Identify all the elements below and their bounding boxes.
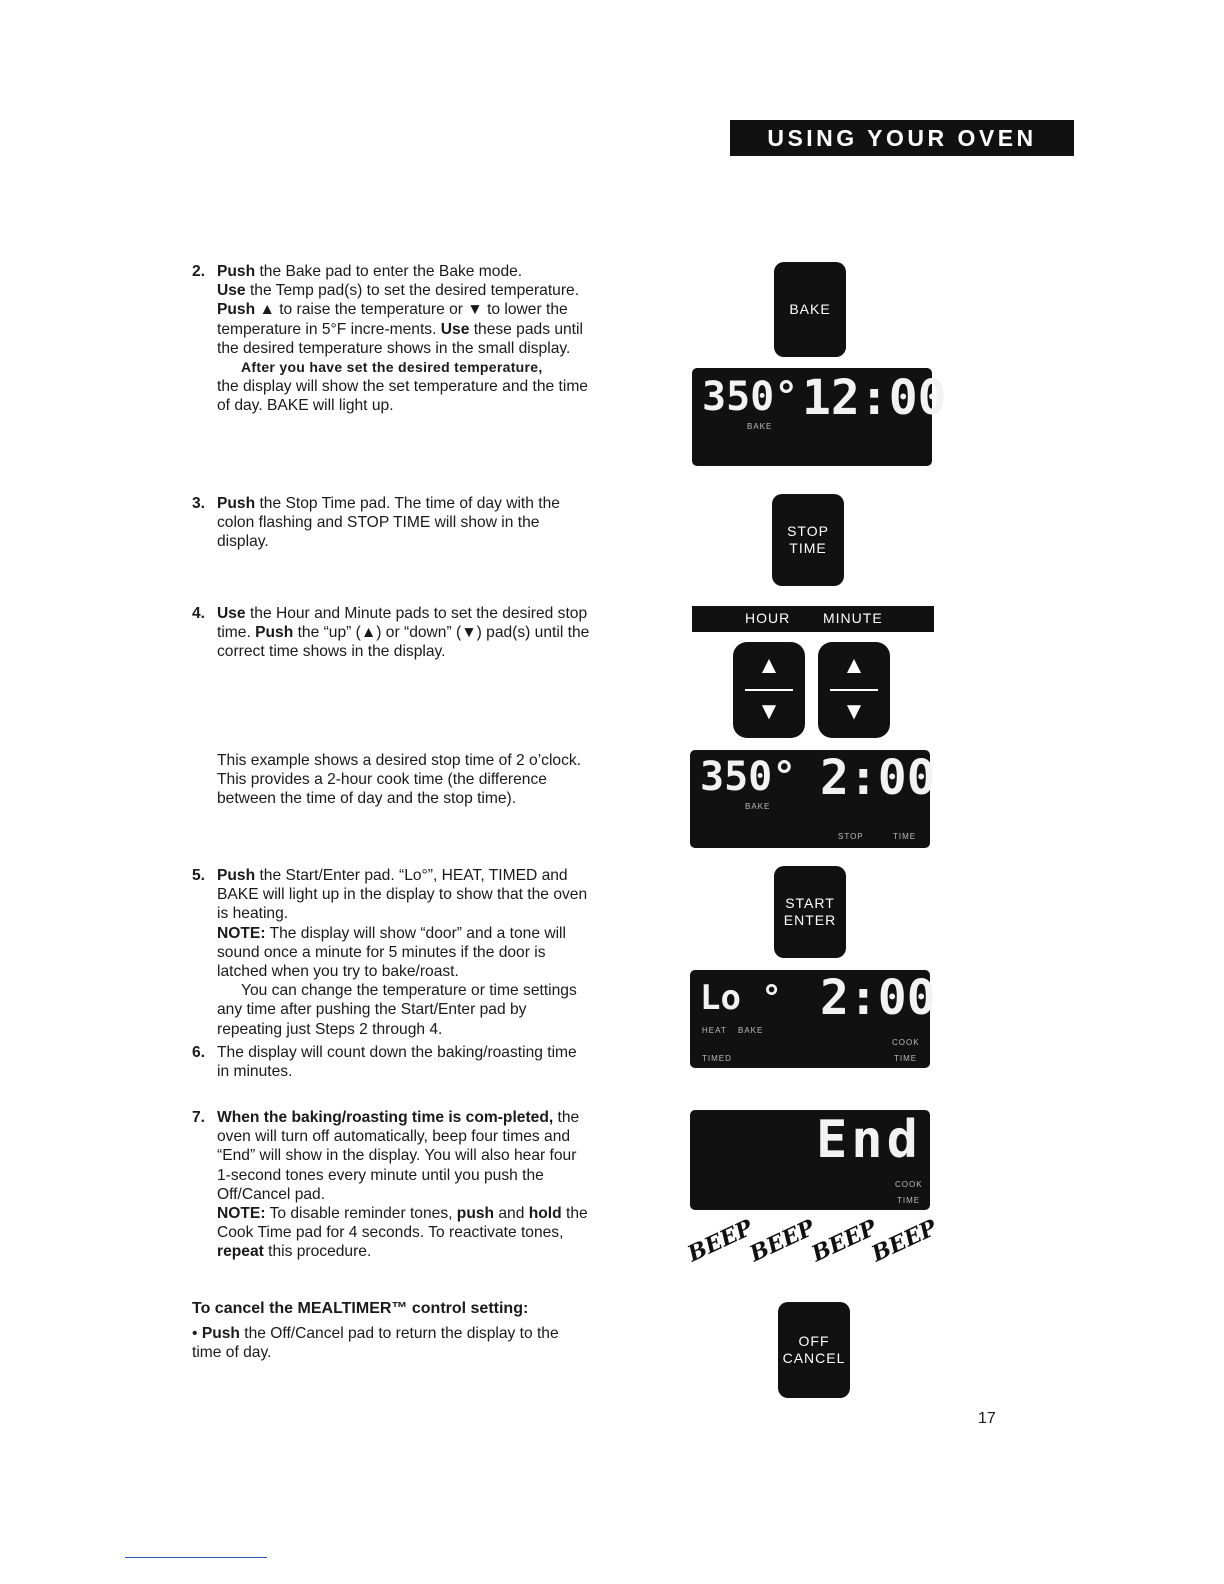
divider <box>830 689 878 691</box>
emphasis: Push <box>217 867 256 884</box>
footer-divider <box>125 1557 267 1558</box>
emphasis: When the baking/roasting time is com-pleted, <box>217 1109 554 1126</box>
text: the Start/Enter pad. “Lo°”, HEAT, TIMED and BAKE will light up in the display to show that the oven is heating. <box>217 867 588 923</box>
emphasis: Use <box>440 320 470 338</box>
text: the Temp pad(s) to set the desired temperature. <box>245 282 580 300</box>
display-3 <box>690 970 936 1068</box>
note-label: NOTE: <box>217 924 266 942</box>
pad-label: OFF <box>798 1333 830 1349</box>
hour-label: HOUR <box>745 610 791 626</box>
bake-indicator: BAKE <box>745 802 771 811</box>
beep-text: BEEP <box>745 1214 819 1268</box>
bake-pad[interactable] <box>774 262 846 357</box>
pad-label: CANCEL <box>782 1350 846 1366</box>
text: ▲ to raise the temperature or ▼ to lower the temperature in 5°F incre-ments. <box>217 301 568 338</box>
text: the oven will turn off automatically, beep four times and “End” will show in the display. You will also hear four 1-second tones every minute until you push the Off/Cancel pad. <box>217 1109 580 1203</box>
display-1 <box>692 368 947 466</box>
step-number: 5. <box>192 867 206 884</box>
pad-label: STOP <box>787 523 829 539</box>
step-2 <box>192 262 592 416</box>
step-number: 6. <box>192 1044 206 1061</box>
step-6 <box>192 1043 592 1081</box>
text: You can change the temperature or time settings any time after pushing the Start/Enter pad by repeating just Steps 2 through 4. <box>217 982 577 1038</box>
time-indicator: TIME <box>893 832 917 841</box>
example-paragraph <box>192 751 592 809</box>
cancel-instruction <box>192 1324 592 1362</box>
temperature-readout: 350° <box>702 374 799 420</box>
arrow-down-icon[interactable]: ▼ <box>842 698 866 725</box>
display-2 <box>690 750 936 848</box>
text: the Hour and Minute pads to set the desired stop time. <box>217 605 588 642</box>
bake-indicator: BAKE <box>747 422 773 431</box>
off-cancel-pad[interactable] <box>778 1302 850 1398</box>
beep-text: BEEP <box>807 1214 881 1268</box>
text: This example shows a desired stop time of 2 o’clock. This provides a 2-hour cook time (the difference between the time of day and the stop time). <box>217 752 582 808</box>
text: this procedure. <box>263 1243 372 1261</box>
timed-indicator: TIMED <box>702 1054 732 1063</box>
minute-pad[interactable] <box>818 642 890 738</box>
step-number: 7. <box>192 1109 206 1126</box>
text: the Stop Time pad. The time of day with the colon flashing and STOP TIME will show in the display. <box>217 495 560 551</box>
pad-label: BAKE <box>789 301 831 317</box>
cook-indicator: COOK <box>892 1038 920 1047</box>
emphasis: repeat <box>217 1243 264 1261</box>
note-label: NOTE: <box>217 1205 266 1223</box>
minute-label: MINUTE <box>823 610 883 626</box>
time-readout: 12:00 <box>802 370 947 426</box>
beep-text: BEEP <box>683 1214 757 1268</box>
time-readout: 2:00 <box>820 750 936 806</box>
text: the Bake pad to enter the Bake mode. <box>255 263 523 280</box>
divider <box>745 689 793 691</box>
end-readout: End <box>816 1110 922 1170</box>
hour-pad[interactable] <box>733 642 805 738</box>
step-number: 2. <box>192 263 206 280</box>
emphasis: Push <box>201 1325 240 1342</box>
arrow-up-icon[interactable]: ▲ <box>842 652 866 679</box>
text: After you have set the desired temperature, <box>241 359 543 376</box>
cancel-heading: To cancel the MEALTIMER™ control setting: <box>192 1300 529 1317</box>
step-7 <box>192 1108 592 1262</box>
page-number: 17 <box>978 1410 996 1427</box>
display-4 <box>690 1110 930 1210</box>
step-number: 3. <box>192 495 206 512</box>
step-number: 4. <box>192 605 206 622</box>
heat-indicator: HEAT <box>702 1026 727 1035</box>
text: and <box>494 1205 529 1223</box>
pad-label: ENTER <box>783 912 837 928</box>
text: the display will show the set temperature and the time of day. BAKE will light up. <box>217 378 588 415</box>
temperature-readout: 350° <box>700 754 797 800</box>
emphasis: push <box>456 1205 495 1223</box>
temperature-readout: Lo ° <box>700 978 782 1018</box>
emphasis: Push <box>255 624 294 642</box>
text: The display will show “door” and a tone will sound once a minute for 5 minutes if the door is latched when you try to bake/roast. <box>217 924 566 981</box>
text: the Cook Time pad for 4 seconds. To reactivate tones, <box>217 1205 588 1242</box>
arrow-up-icon[interactable]: ▲ <box>757 652 781 679</box>
bake-indicator: BAKE <box>738 1026 764 1035</box>
arrow-down-icon[interactable]: ▼ <box>757 698 781 725</box>
time-indicator: TIME <box>897 1196 921 1205</box>
beep-text: BEEP <box>867 1214 941 1268</box>
stop-time-pad[interactable] <box>772 494 844 586</box>
step-4 <box>192 604 592 662</box>
text: the Off/Cancel pad to return the display to the time of day. <box>192 1325 559 1362</box>
pad-label: START <box>785 895 835 911</box>
bullet: • <box>192 1325 198 1342</box>
emphasis: Use <box>217 282 246 300</box>
start-enter-pad[interactable] <box>774 866 846 958</box>
time-readout: 2:00 <box>820 970 936 1026</box>
text: To disable reminder tones, <box>265 1205 457 1223</box>
cook-indicator: COOK <box>895 1180 923 1189</box>
stop-indicator: STOP <box>838 832 864 841</box>
emphasis: Push <box>217 495 256 512</box>
emphasis: hold <box>528 1205 562 1223</box>
text: these pads until the desired temperature shows in the small display. <box>217 320 583 357</box>
hour-minute-header <box>692 606 934 632</box>
section-header: USING YOUR OVEN <box>730 120 1074 156</box>
emphasis: Push <box>217 263 256 280</box>
emphasis: Push <box>217 301 256 319</box>
time-indicator: TIME <box>894 1054 918 1063</box>
step-3 <box>192 494 592 552</box>
pad-label: TIME <box>789 540 827 556</box>
text: The display will count down the baking/roasting time in minutes. <box>217 1044 577 1081</box>
text: the “up” (▲) or “down” (▼) pad(s) until the correct time shows in the display. <box>217 624 590 661</box>
step-5 <box>192 866 592 1039</box>
emphasis: Use <box>217 605 246 622</box>
